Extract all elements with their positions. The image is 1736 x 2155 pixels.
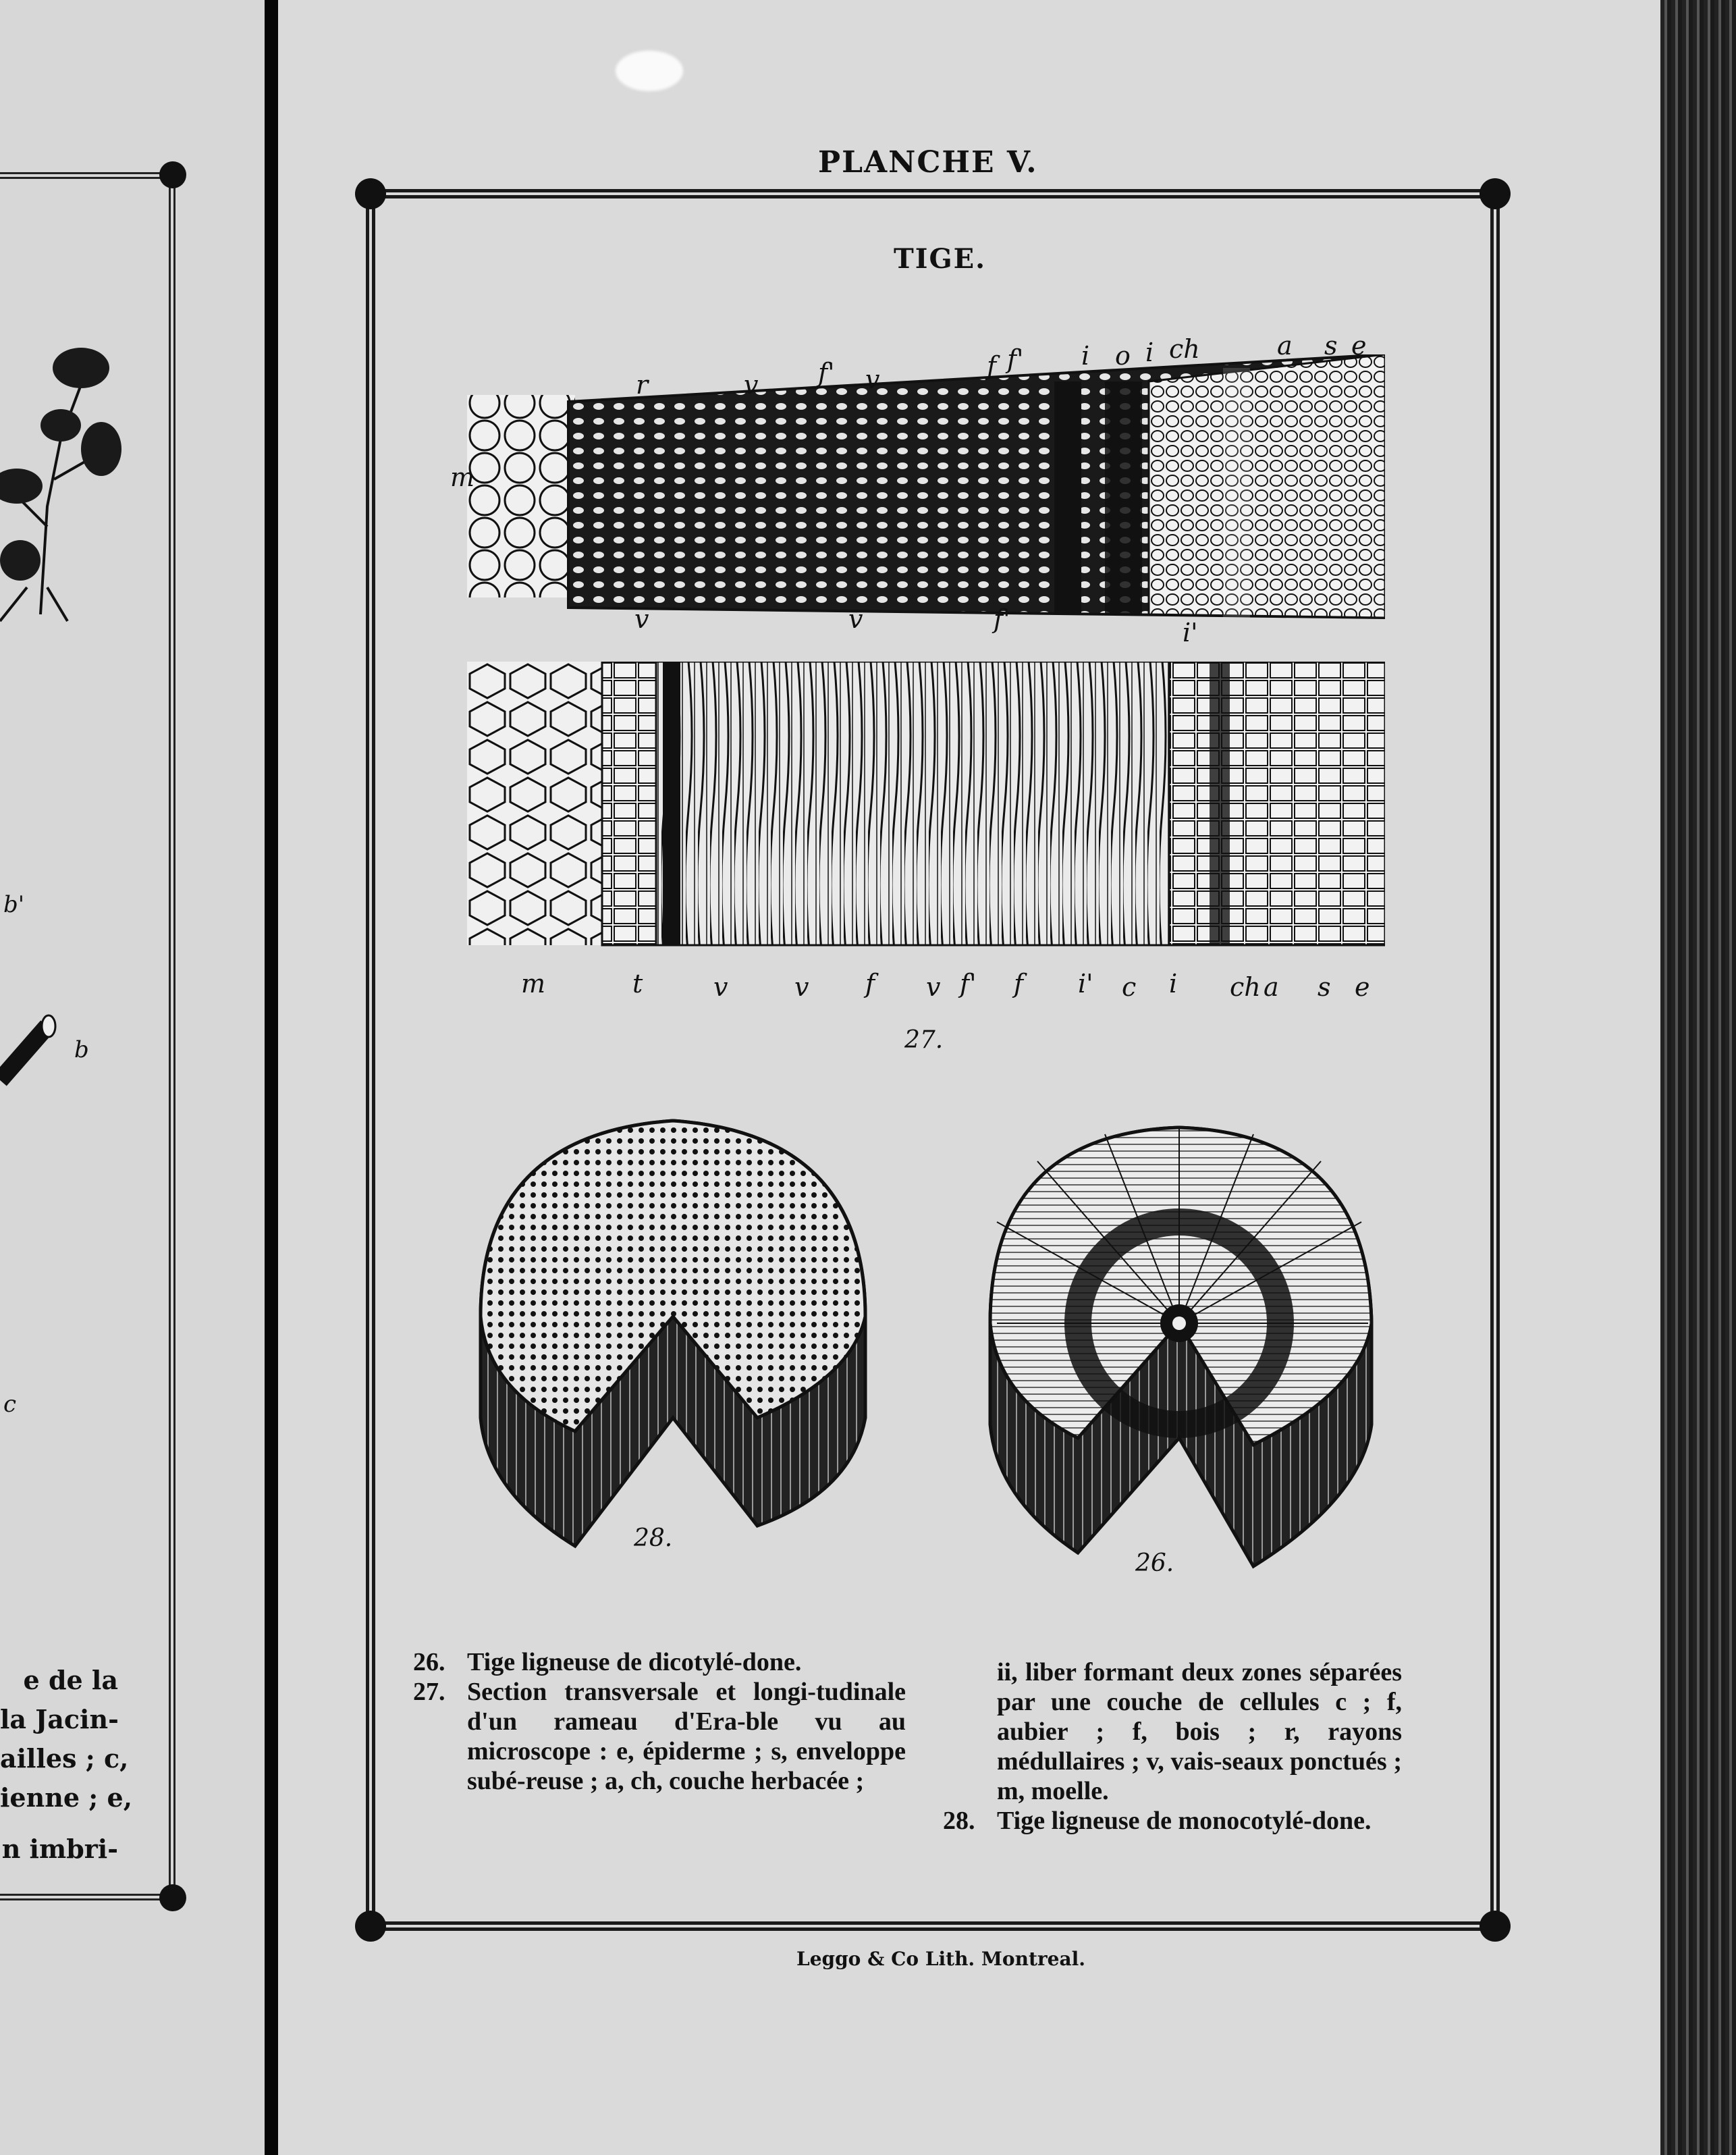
fig27-bottom-label: f [865, 969, 875, 999]
caption-continuation: ii, liber formant deux zones séparées par une couche de cellules c ; f, aubier ; f, bois ; r, rayons médullaires ; v, vais-seaux ponctués ; m, moelle. [997, 1658, 1402, 1805]
figure-26-dicot-stem [983, 1121, 1382, 1580]
fig27-top-label: f' [818, 358, 835, 388]
left-page-line: la Jacin- [0, 1704, 119, 1734]
fig27-bottom-label: f [1014, 969, 1024, 999]
frame-corner-ornament [355, 1911, 386, 1942]
caption-text: Section transversale et longi-tudinale d'un rameau d'Era-ble vu au microscope : e, épiderme ; s, enveloppe subé-reuse ; a, ch, couche herbacée ; [467, 1678, 906, 1795]
caption-text: Tige ligneuse de monocotylé-done. [997, 1807, 1372, 1835]
fig27-mid-label: i' [1183, 618, 1198, 647]
fig27-mid-label: v [634, 604, 649, 634]
fig27-side-label: m [450, 462, 475, 492]
paper-blot [616, 51, 683, 91]
figure-28-number: 28. [634, 1524, 673, 1552]
fig27-mid-label: f' [994, 604, 1010, 634]
left-stem-fragment-illustration [0, 1013, 67, 1094]
caption-item [413, 1677, 906, 1796]
fig27-top-label: e [1351, 331, 1367, 361]
fig27-bottom-label: m [521, 969, 546, 999]
fig27-bottom-label: t [632, 969, 643, 999]
caption-column-right [943, 1657, 1402, 1836]
fig27-top-label: v [744, 370, 759, 400]
frame-corner-ornament [1480, 1911, 1511, 1942]
caption-item [413, 1647, 906, 1677]
caption-number: 27. [413, 1678, 445, 1706]
fig27-bottom-label: v [794, 972, 809, 1002]
fig27-top-label: a [1277, 331, 1293, 361]
caption-number: 26. [413, 1648, 445, 1676]
fig27-top-label: i [1081, 341, 1090, 371]
fig27-bottom-label: s [1318, 972, 1331, 1002]
printer-imprint: Leggo & Co Lith. Montreal. [796, 1948, 1085, 1970]
caption-item [943, 1806, 1402, 1836]
stacked-page-edges [1660, 0, 1736, 2155]
book-gutter [265, 0, 278, 2155]
fig27-top-label: f' [1007, 344, 1024, 374]
fig27-bottom-label: i [1169, 969, 1178, 999]
left-page-line: n imbri- [1, 1834, 118, 1864]
margin-label: b [74, 1036, 89, 1063]
fig27-bottom-label: a [1264, 972, 1279, 1002]
figure-28-monocot-stem [474, 1114, 879, 1560]
left-page-line: e de la [23, 1665, 118, 1695]
fig27-bottom-label: e [1355, 972, 1370, 1002]
fig27-bottom-label: ch [1230, 972, 1261, 1002]
figure-27-transverse-section [467, 354, 1385, 624]
frame-corner-ornament [159, 161, 186, 188]
fig27-top-label: f [987, 351, 997, 381]
plate-page [278, 0, 1660, 2155]
figure-27-number: 27. [904, 1026, 944, 1054]
caption-column-left [413, 1647, 906, 1796]
frame-corner-ornament [1480, 178, 1511, 209]
figure-26-number: 26. [1135, 1549, 1174, 1577]
fig27-bottom-label: i' [1078, 969, 1093, 999]
frame-corner-ornament [159, 1884, 186, 1911]
figure-27-longitudinal-section [467, 662, 1385, 959]
margin-label: c [3, 1391, 17, 1418]
fig27-top-label: s [1324, 331, 1338, 361]
fig27-top-label: ch [1169, 334, 1200, 364]
left-page-line: ailles ; c, [0, 1743, 129, 1774]
fig27-bottom-label: v [713, 972, 728, 1002]
plate-title: PLANCHE V. [818, 145, 1038, 180]
fig27-mid-label: v [848, 604, 863, 634]
left-page-text [0, 1661, 132, 1869]
fig27-top-label: o [1115, 341, 1131, 371]
fig27-top-label: v [865, 365, 880, 394]
margin-label: b' [3, 891, 25, 918]
left-plant-illustration [0, 304, 121, 628]
left-page-fragment [0, 0, 265, 2155]
caption-text: Tige ligneuse de dicotylé-done. [467, 1648, 802, 1676]
fig27-bottom-label: f' [960, 969, 977, 999]
frame-corner-ornament [355, 178, 386, 209]
caption-number: 28. [943, 1807, 975, 1835]
fig27-bottom-label: c [1122, 972, 1137, 1002]
fig27-bottom-label: v [926, 972, 941, 1002]
section-title: TIGE. [894, 243, 987, 275]
left-page-line: ienne ; e, [0, 1782, 132, 1813]
fig27-top-label: r [636, 370, 649, 400]
fig27-top-label: i [1145, 338, 1154, 367]
